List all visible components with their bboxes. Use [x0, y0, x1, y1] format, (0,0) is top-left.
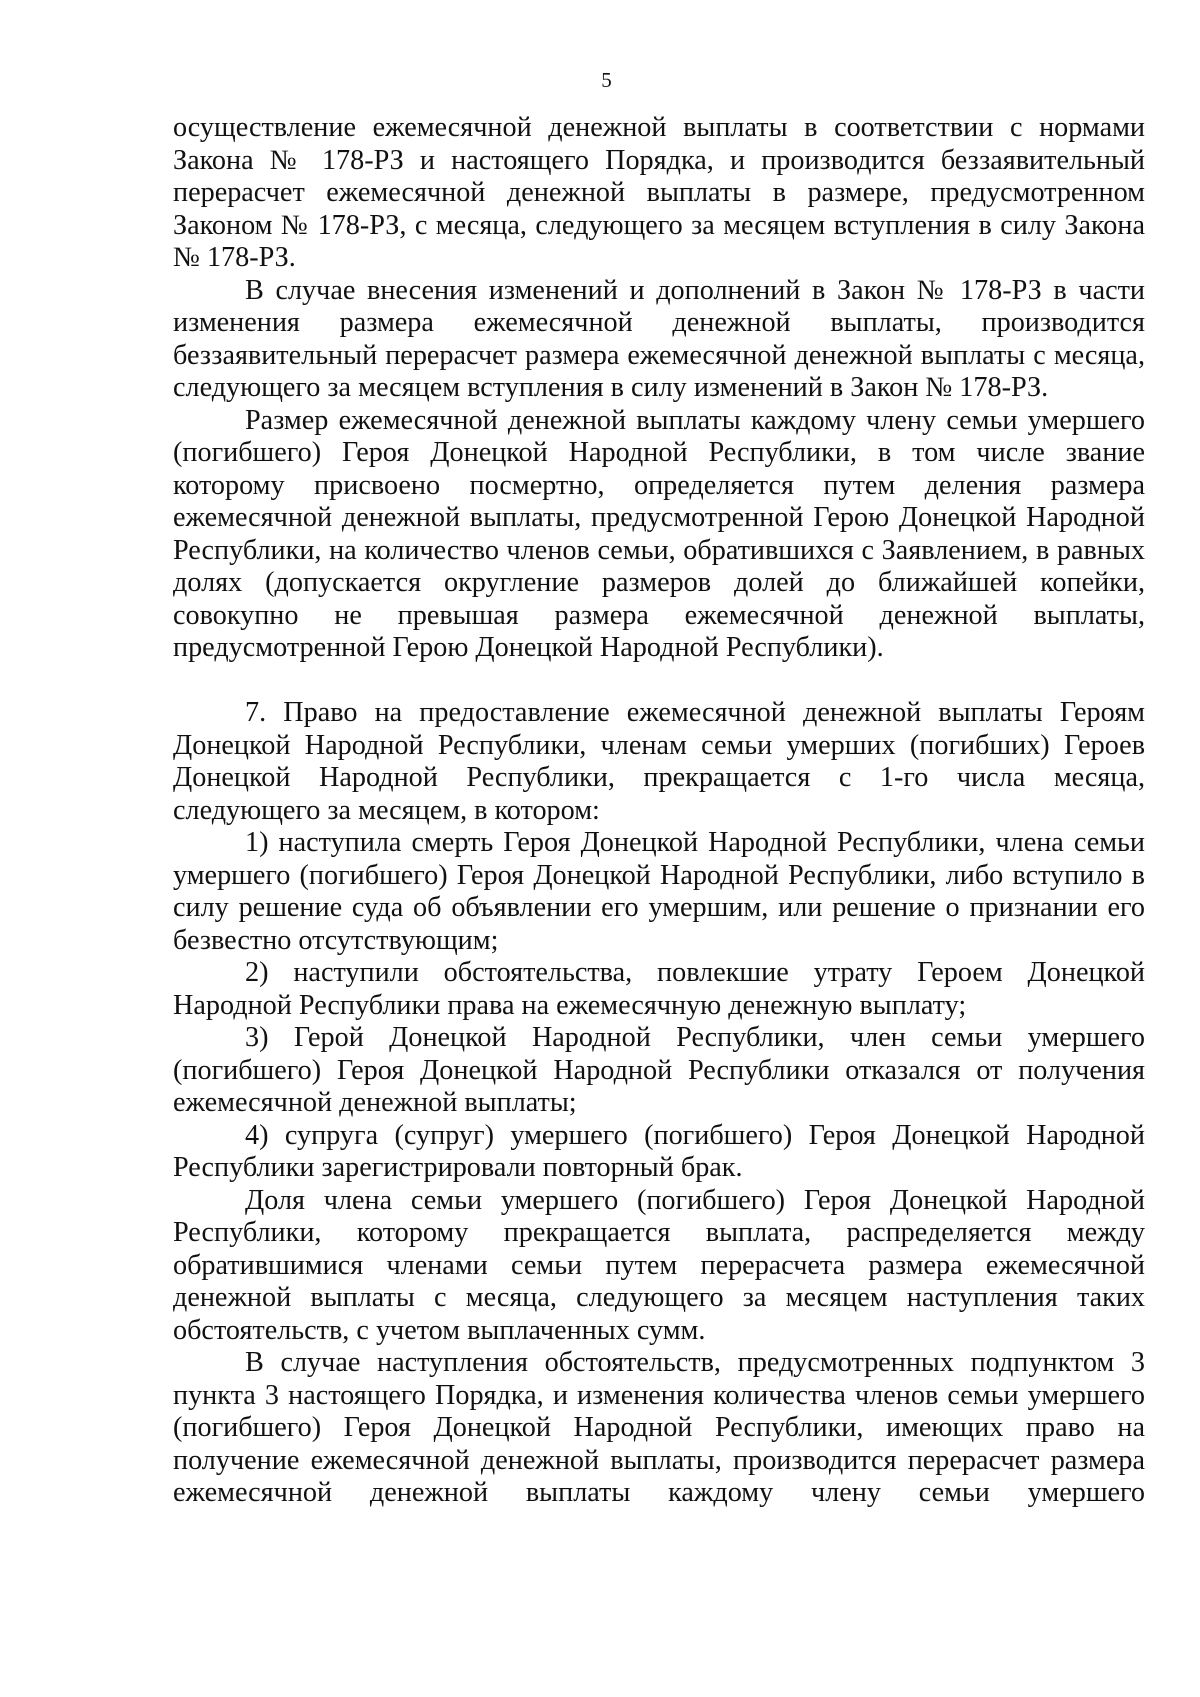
subitem-1: 1) наступила смерть Героя Донецкой Народной Республики, члена семьи умершего (погибшего) Героя Донецкой Народной Республики, либо вступило в силу решение суда об объявлении его умершим, или решение о признании его безвестно отсутствующим; [173, 827, 1145, 956]
paragraph-gap [173, 665, 1145, 698]
subitem-4: 4) супруга (супруг) умершего (погибшего) Героя Донецкой Народной Республики зарегистрировали повторный брак. [173, 1119, 1145, 1183]
paragraph-share-redistribution: Доля члена семьи умершего (погибшего) Героя Донецкой Народной Республики, которому прекращается выплата, распределяется между обратившимися членами семьи путем перерасчета размера ежемесячной денежной выплаты с месяца, следующего за месяцем наступления таких обстоятельств, с учетом выплаченных сумм. [173, 1184, 1145, 1346]
paragraph-law-amendment: В случае внесения изменений и дополнений в Закон № 178-РЗ в части изменения размера ежемесячной денежной выплаты, производится беззаявительный перерасчет размера ежемесячной денежной выплаты с месяца, следующего за месяцем вступления в силу изменений в Закон № 178-РЗ. [173, 274, 1145, 403]
paragraph-recalculation: В случае наступления обстоятельств, предусмотренных подпунктом 3 пункта 3 настоящего Порядка, и изменения количества членов семьи умершего (погибшего) Героя Донецкой Народной Республики, имеющих право на получение ежемесячной денежной выплаты, производится перерасчет размера ежемесячной денежной выплаты каждому члену семьи умершего [173, 1347, 1145, 1508]
page-number: 5 [601, 68, 612, 92]
subitem-3: 3) Герой Донецкой Народной Республики, член семьи умершего (погибшего) Героя Донецкой Народной Республики отказался от получения ежемесячной денежной выплаты; [173, 1022, 1145, 1118]
paragraph-continuation: осуществление ежемесячной денежной выплаты в соответствии с нормами Закона № 178-РЗ и настоящего Порядка, и производится беззаявительный перерасчет ежемесячной денежной выплаты в размере, предусмотренном Законом № 178-РЗ, с месяца, следующего за месяцем вступления в силу Закона № 178-РЗ. [173, 112, 1145, 273]
paragraph-payment-share: Размер ежемесячной денежной выплаты каждому члену семьи умершего (погибшего) Героя Донецкой Народной Республики, в том числе звание которому присвоено посмертно, определяется путем деления размера ежемесячной денежной выплаты, предусмотренной Герою Донецкой Народной Республики, на количество членов семьи, обратившихся с Заявлением, в равных долях (допускается округление размеров долей до ближайшей копейки, совокупно не превышая размера ежемесячной денежной выплаты, предусмотренной Герою Донецкой Народной Республики). [173, 404, 1145, 663]
document-body [173, 112, 1145, 1510]
subitem-2: 2) наступили обстоятельства, повлекшие утрату Героем Донецкой Народной Республики права на ежемесячную денежную выплату; [173, 957, 1145, 1021]
paragraph-item-7: 7. Право на предоставление ежемесячной денежной выплаты Героям Донецкой Народной Республики, членам семьи умерших (погибших) Героев Донецкой Народной Республики, прекращается с 1-го числа месяца, следующего за месяцем, в котором: [173, 697, 1145, 826]
